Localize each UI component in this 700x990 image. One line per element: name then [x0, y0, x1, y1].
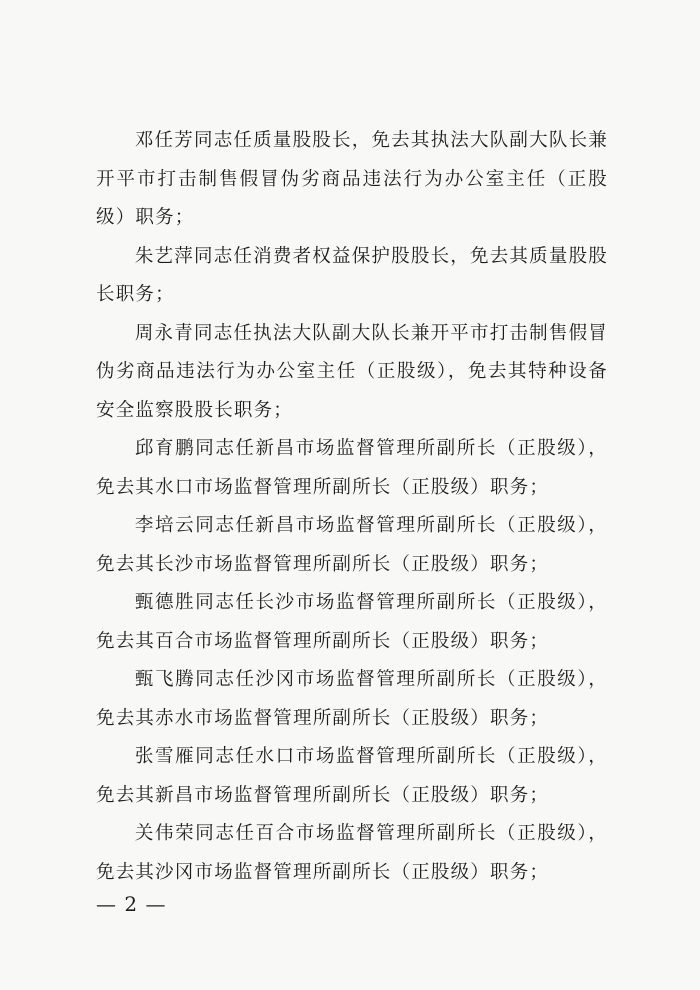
paragraph-appointment: 邓任芳同志任质量股股长，免去其执法大队副大队长兼开平市打击制售假冒伪劣商品违法行为办公室主任（正股级）职务；	[96, 130, 608, 228]
paragraph-appointment: 甄德胜同志任长沙市场监督管理所副所长（正股级），免去其百合市场监督管理所副所长（正股级）职务；	[96, 592, 608, 652]
paragraph-appointment: 甄飞腾同志任沙冈市场监督管理所副所长（正股级），免去其赤水市场监督管理所副所长（正股级）职务；	[96, 669, 608, 729]
page-number: — 2 —	[96, 892, 167, 916]
paragraph-appointment: 关伟荣同志任百合市场监督管理所副所长（正股级），免去其沙冈市场监督管理所副所长（正股级）职务；	[96, 823, 608, 883]
paragraph-appointment: 张雪雁同志任水口市场监督管理所副所长（正股级），免去其新昌市场监督管理所副所长（正股级）职务；	[96, 746, 608, 806]
paragraph-appointment: 李培云同志任新昌市场监督管理所副所长（正股级），免去其长沙市场监督管理所副所长（正股级）职务；	[96, 515, 608, 575]
document-body	[96, 122, 608, 892]
paragraph-appointment: 周永青同志任执法大队副大队长兼开平市打击制售假冒伪劣商品违法行为办公室主任（正股级），免去其特种设备安全监察股股长职务；	[96, 322, 608, 421]
paragraph-appointment: 邱育鹏同志任新昌市场监督管理所副所长（正股级），免去其水口市场监督管理所副所长（正股级）职务；	[96, 438, 608, 498]
paragraph-appointment: 朱艺萍同志任消费者权益保护股股长，免去其质量股股长职务；	[96, 245, 608, 305]
